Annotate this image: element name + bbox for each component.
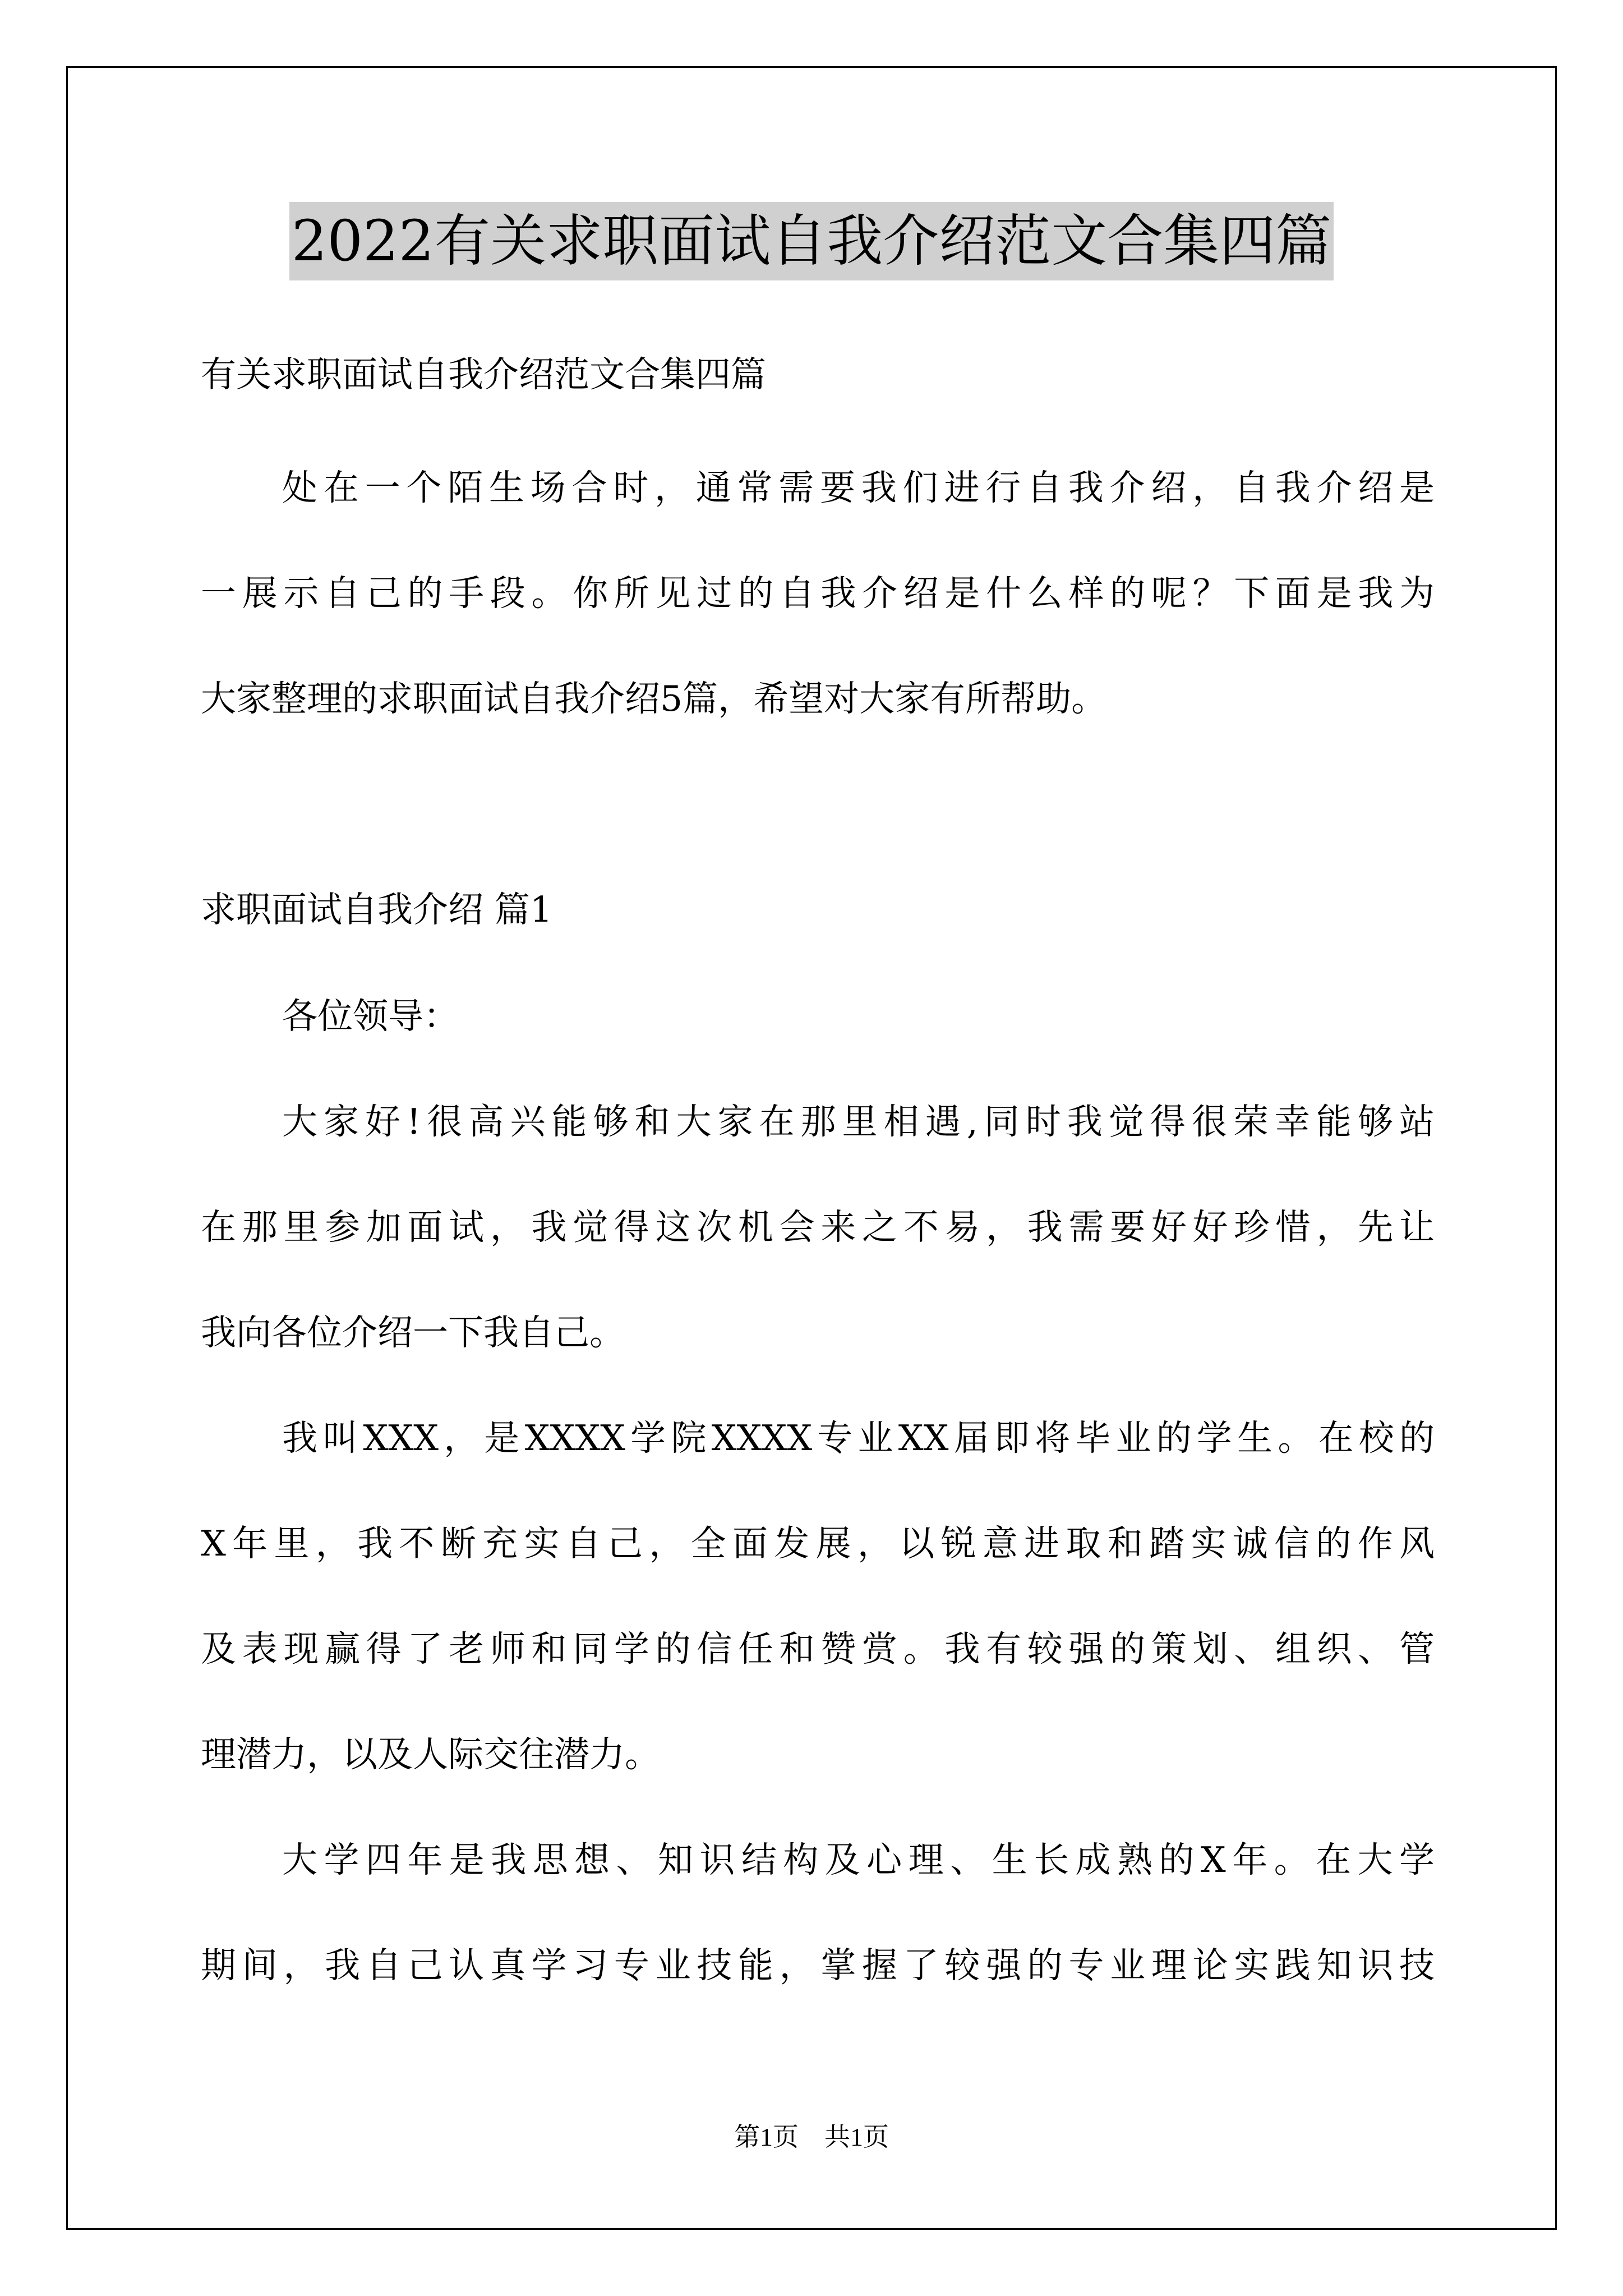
paragraph-line: 理潜力，以及人际交往潜力。 <box>201 1734 660 1775</box>
paragraph-line: X年里，我不断充实自己，全面发展，以锐意进取和踏实诚信的作风 <box>201 1523 1435 1564</box>
subtitle-line: 有关求职面试自我介绍范文合集四篇 <box>201 354 766 395</box>
paragraph-line: 处在一个陌生场合时，通常需要我们进行自我介绍，自我介绍是 <box>282 467 1435 508</box>
paragraph-line: 期间，我自己认真学习专业技能，掌握了较强的专业理论实践知识技 <box>201 1945 1435 1986</box>
paragraph-line: 大家好!很高兴能够和大家在那里相遇,同时我觉得很荣幸能够站 <box>282 1101 1435 1142</box>
title-container <box>0 202 1623 280</box>
section-heading: 求职面试自我介绍 篇1 <box>201 889 553 930</box>
paragraph-line: 大家整理的求职面试自我介绍5篇，希望对大家有所帮助。 <box>201 678 1107 719</box>
paragraph-line: 一展示自己的手段。你所见过的自我介绍是什么样的呢？下面是我为 <box>201 573 1435 614</box>
paragraph-line: 大学四年是我思想、知识结构及心理、生长成熟的X年。在大学 <box>282 1839 1435 1880</box>
paragraph-line: 各位领导： <box>282 996 459 1037</box>
paragraph-line: 我向各位介绍一下我自己。 <box>201 1312 625 1353</box>
page-number-footer: 第1页 共1页 <box>734 2123 889 2151</box>
document-title: 2022有关求职面试自我介绍范文合集四篇 <box>289 202 1334 280</box>
paragraph-line: 在那里参加面试，我觉得这次机会来之不易，我需要好好珍惜，先让 <box>201 1207 1435 1248</box>
paragraph-line: 及表现赢得了老师和同学的信任和赞赏。我有较强的策划、组织、管 <box>201 1628 1435 1669</box>
paragraph-line: 我叫XXX，是XXXX学院XXXX专业XX届即将毕业的学生。在校的 <box>282 1418 1435 1458</box>
